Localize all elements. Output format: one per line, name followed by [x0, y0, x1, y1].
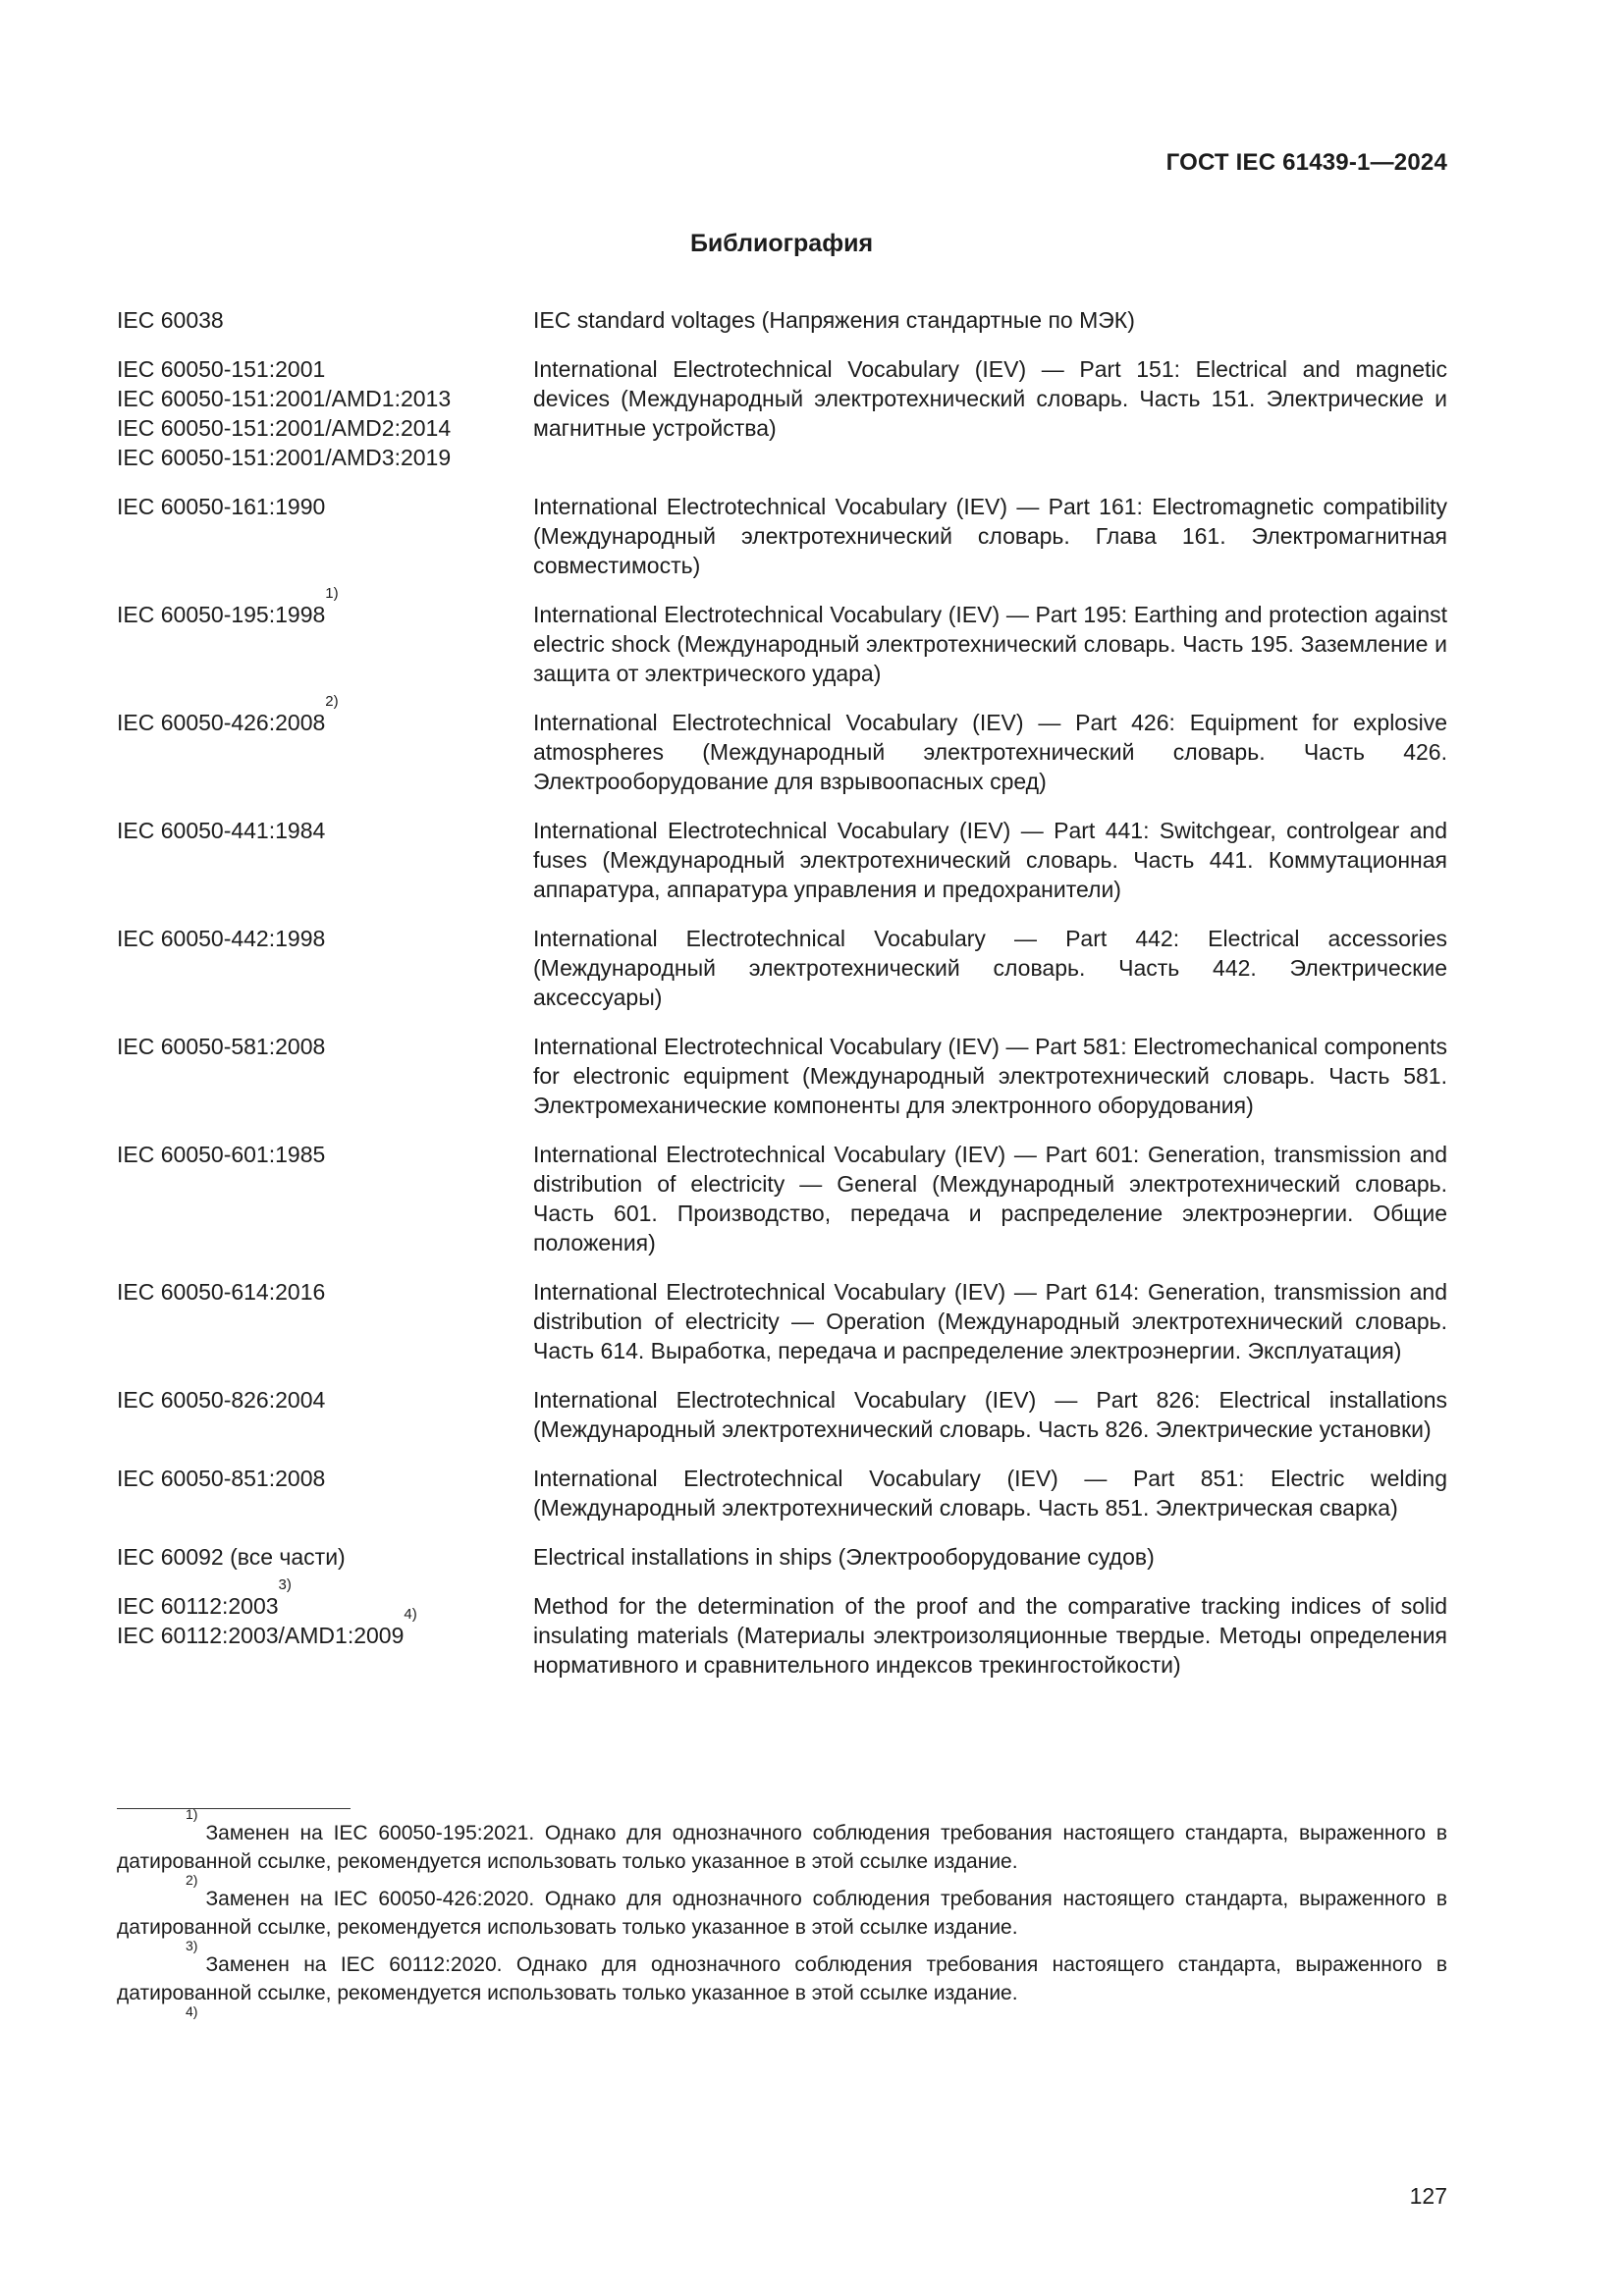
- reference-code: IEC 60050-826:2004: [117, 1387, 326, 1413]
- footnote-text: Заменен на IEC 60050-426:2020. Однако для однозначного соблюдения требования настоящего стандарта, выраженного в датированной ссылке, рекомендуется использовать только указанное в этой ссылке издание.: [117, 1888, 1447, 1939]
- entry-description: International Electrotechnical Vocabulary (IEV) — Part 851: Electric welding (Международный электротехнический словарь. Часть 851. Электрическая сварка): [533, 1466, 1447, 1521]
- footnote-text: Заменен на IEC 60050-195:2021. Однако для однозначного соблюдения требования настоящего стандарта, выраженного в датированной ссылке, рекомендуется использовать только указанное в этой ссылке издание.: [117, 1822, 1447, 1873]
- reference-line: [117, 384, 533, 413]
- bibliography-entry: [117, 816, 1447, 904]
- entry-description: Electrical installations in ships (Электрооборудование судов): [533, 1544, 1155, 1570]
- footnote: [117, 1872, 1447, 1942]
- reference-code: IEC 60050-195:1998: [117, 602, 326, 627]
- entry-reference: [117, 492, 533, 580]
- bibliography-entry: [117, 1464, 1447, 1522]
- reference-line: [117, 305, 533, 335]
- entry-description: IEC standard voltages (Напряжения стандартные по МЭК): [533, 307, 1135, 333]
- footnote: [117, 2003, 1447, 2045]
- reference-line: [117, 693, 533, 737]
- reference-code: IEC 60050-581:2008: [117, 1034, 326, 1059]
- entry-description: International Electrotechnical Vocabulary — Part 442: Electrical accessories (Международный электротехнический словарь. Часть 442. Электрические аксессуары): [533, 926, 1447, 1010]
- reference-line: [117, 1385, 533, 1415]
- footnote-marker: 4): [404, 1606, 417, 1623]
- bibliography-entry: [117, 1032, 1447, 1120]
- footnote-marker: 3): [186, 1938, 198, 1953]
- bibliography-entry: [117, 1542, 1447, 1572]
- footnote-divider: [117, 1808, 351, 1809]
- reference-line: [117, 1464, 533, 1493]
- reference-code: IEC 60050-441:1984: [117, 818, 326, 843]
- entry-reference: [117, 1277, 533, 1365]
- footnote: [117, 1806, 1447, 1876]
- entry-description: International Electrotechnical Vocabulary (IEV) — Part 441: Switchgear, controlgear and fuses (Международный электротехнический словарь. Часть 441. Коммутационная аппаратура, аппаратура управления и предохранители): [533, 818, 1447, 902]
- footnote-text: Заменен на IEC 60112:2020. Однако для однозначного соблюдения требования настоящего стандарта, выраженного в датированной ссылке, рекомендуется использовать только указанное в этой ссылке издание.: [117, 1953, 1447, 2004]
- reference-code: IEC 60050-151:2001/AMD3:2019: [117, 445, 452, 470]
- reference-line: [117, 816, 533, 845]
- footnotes: [117, 1806, 1447, 2054]
- reference-code: IEC 60050-151:2001/AMD2:2014: [117, 415, 452, 441]
- entry-reference: [117, 816, 533, 904]
- bibliography-list: [117, 305, 1447, 1699]
- entry-description: International Electrotechnical Vocabulary (IEV) — Part 426: Equipment for explosive atmospheres (Международный электротехнический словарь. Часть 426. Электрооборудование для взрывоопасных сред): [533, 710, 1447, 794]
- footnote-marker: 4): [186, 2003, 198, 2019]
- entry-description: Method for the determination of the proof and the comparative tracking indices of solid insulating materials (Материалы электроизоляционные твердые. Методы определения нормативного и сравнительного индексов трекингостойкости): [533, 1593, 1447, 1678]
- entry-reference: [117, 1140, 533, 1257]
- entry-reference: [117, 1576, 533, 1680]
- page-number: 127: [1409, 2183, 1447, 2209]
- footnote-marker: 2): [186, 1872, 198, 1888]
- entry-reference: [117, 1464, 533, 1522]
- reference-code: IEC 60050-851:2008: [117, 1466, 326, 1491]
- reference-line: [117, 1542, 533, 1572]
- bibliography-entry: [117, 1576, 1447, 1680]
- entry-description: International Electrotechnical Vocabulary (IEV) — Part 161: Electromagnetic compatibility (Международный электротехнический словарь. Глава 161. Электромагнитная совместимость): [533, 494, 1447, 578]
- entry-reference: [117, 354, 533, 472]
- entry-reference: [117, 924, 533, 1012]
- bibliography-entry: [117, 354, 1447, 472]
- reference-code: IEC 60092 (все части): [117, 1544, 346, 1570]
- bibliography-entry: [117, 305, 1447, 335]
- entry-reference: [117, 693, 533, 796]
- page-title: Библиография: [689, 230, 874, 257]
- reference-line: [117, 1277, 533, 1307]
- reference-code: IEC 60050-614:2016: [117, 1279, 326, 1305]
- footnote-marker: 2): [325, 693, 339, 710]
- reference-code: IEC 60050-426:2008: [117, 710, 326, 735]
- entry-description: International Electrotechnical Vocabulary (IEV) — Part 581: Electromechanical components for electronic equipment (Международный электротехнический словарь. Часть 581. Электромеханические компоненты для электронного оборудования): [533, 1034, 1447, 1118]
- bibliography-entry: [117, 492, 1447, 580]
- reference-code: IEC 60050-601:1985: [117, 1142, 326, 1167]
- entry-description: International Electrotechnical Vocabulary (IEV) — Part 826: Electrical installations (Международный электротехнический словарь. Часть 826. Электрические установки): [533, 1387, 1447, 1442]
- footnote-marker: 3): [278, 1576, 292, 1593]
- bibliography-entry: [117, 1385, 1447, 1444]
- entry-reference: [117, 1385, 533, 1444]
- entry-reference: [117, 1032, 533, 1120]
- entry-description: International Electrotechnical Vocabulary (IEV) — Part 151: Electrical and magnetic devices (Международный электротехнический словарь. Часть 151. Электрические и магнитные устройства): [533, 356, 1447, 441]
- reference-line: [117, 492, 533, 521]
- document-code-header: ГОСТ IEC 61439-1—2024: [1165, 149, 1447, 176]
- entry-description: International Electrotechnical Vocabulary (IEV) — Part 614: Generation, transmission and distribution of electricity — Operation (Международный электротехнический словарь. Часть 614. Выработка, передача и распределение электроэнергии. Эксплуатация): [533, 1279, 1447, 1363]
- footnote-marker: 1): [325, 585, 339, 602]
- entry-reference: [117, 305, 533, 335]
- reference-line: [117, 413, 533, 443]
- reference-code: IEC 60112:2003: [117, 1593, 279, 1619]
- footnote: [117, 1938, 1447, 2007]
- reference-line: [117, 1576, 533, 1621]
- reference-line: [117, 443, 533, 472]
- bibliography-entry: [117, 1140, 1447, 1257]
- bibliography-entry: [117, 693, 1447, 796]
- reference-code: IEC 60038: [117, 307, 224, 333]
- reference-line: [117, 924, 533, 953]
- footnote-marker: 1): [186, 1806, 198, 1822]
- reference-line: [117, 585, 533, 629]
- entry-description: International Electrotechnical Vocabulary (IEV) — Part 601: Generation, transmission and distribution of electricity — General (Международный электротехнический словарь. Часть 601. Производство, передача и распределение электроэнергии. Общие положения): [533, 1142, 1447, 1255]
- bibliography-entry: [117, 585, 1447, 688]
- reference-line: [117, 1032, 533, 1061]
- bibliography-entry: [117, 924, 1447, 1012]
- reference-code: IEC 60050-442:1998: [117, 926, 326, 951]
- reference-code: IEC 60050-151:2001/AMD1:2013: [117, 386, 452, 411]
- reference-line: [117, 1606, 533, 1650]
- reference-line: [117, 354, 533, 384]
- entry-reference: [117, 585, 533, 688]
- bibliography-entry: [117, 1277, 1447, 1365]
- reference-line: [117, 1140, 533, 1169]
- entry-reference: [117, 1542, 533, 1572]
- reference-code: IEC 60050-161:1990: [117, 494, 326, 519]
- reference-code: IEC 60112:2003/AMD1:2009: [117, 1623, 405, 1648]
- entry-description: International Electrotechnical Vocabulary (IEV) — Part 195: Earthing and protection against electric shock (Международный электротехнический словарь. Часть 195. Заземление и защита от электрического удара): [533, 602, 1447, 686]
- reference-code: IEC 60050-151:2001: [117, 356, 326, 382]
